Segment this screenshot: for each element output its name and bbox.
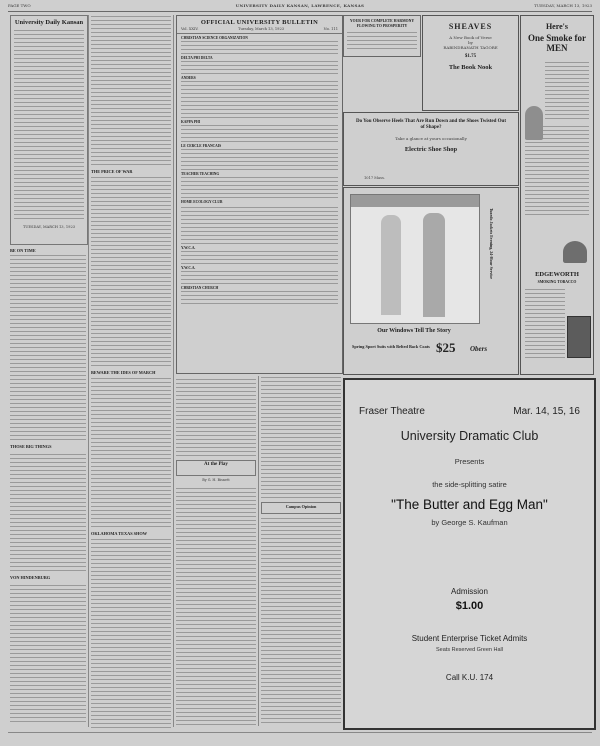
article-text	[91, 176, 171, 366]
clothing-ad	[343, 187, 519, 375]
bulletin-date: Tuesday, March 13, 1923	[238, 27, 285, 31]
theatre-ad	[343, 378, 596, 730]
bulletin-item-text	[181, 204, 338, 244]
editorial-heading: BE ON TIME	[10, 248, 36, 253]
bulletin-item-text	[181, 60, 338, 74]
shoe-shop-name: Electric Shoe Shop	[404, 146, 458, 153]
admission-price: $1.00	[455, 600, 484, 612]
presents-label: Presents	[454, 457, 485, 466]
bulletin-item-heading: CHRISTIAN CHURCH	[181, 286, 219, 290]
editorial-text	[10, 451, 86, 571]
sheaves-ad	[422, 15, 519, 111]
bulletin-item-text	[181, 124, 338, 142]
windows-caption: Our Windows Tell The Story	[377, 328, 451, 334]
bulletin-item-heading: CHRISTIAN SCIENCE ORGANIZATION	[181, 36, 248, 40]
editorial-text	[10, 255, 86, 440]
at-the-play-title: At the Play	[204, 462, 228, 467]
shoe-shop-ad	[343, 112, 519, 186]
article-heading: OKLAHOMA TEXAS SHOW	[91, 531, 148, 536]
figure-shape	[381, 215, 401, 315]
edgeworth-top: Here's	[545, 22, 569, 31]
suit-price: $25	[436, 340, 456, 355]
masthead-box	[10, 15, 88, 245]
sheaves-title: SHEAVES	[448, 22, 493, 31]
article-text	[91, 538, 171, 728]
bulletin-item-text	[181, 40, 338, 54]
bulletin-item-text	[181, 148, 338, 170]
sheaves-sub: A New Book of Verse	[449, 35, 492, 40]
bulletin-no: No. 111	[323, 27, 338, 31]
article-text	[91, 377, 171, 527]
smoker-illustration	[563, 241, 587, 263]
shoe-sub: Take a glance at yours occasionally	[395, 136, 467, 141]
edgeworth-sub: SMOKING TOBACCO	[537, 280, 577, 284]
edgeworth-copy	[525, 288, 565, 358]
article-text	[176, 376, 256, 456]
paper-title: UNIVERSITY DAILY KANSAN, LAWRENCE, KANSAS	[235, 3, 365, 8]
window-illustration	[350, 194, 480, 324]
bulletin-item-heading: KAPPA PHI	[181, 120, 201, 124]
campus-opinion-title: Campus Opinion	[285, 504, 317, 509]
column-divider	[173, 15, 174, 727]
bulletin-items	[177, 34, 342, 306]
admission-label: Admission	[451, 587, 488, 596]
shoe-shop-address: 1017 Mass.	[364, 176, 385, 180]
edgeworth-headline: One Smoke for MEN	[528, 33, 586, 53]
editorial-column	[10, 248, 86, 728]
ticket-line: Student Enterprise Ticket Admits	[411, 634, 528, 643]
book-nook-name: The Book Nook	[448, 64, 493, 71]
bulletin-item-text	[181, 290, 338, 304]
bulletin-item-text	[181, 250, 338, 264]
store-strip-detail	[347, 31, 417, 49]
phone-line: Call K.U. 174	[445, 673, 494, 682]
campus-opinion-column	[261, 376, 341, 726]
play-review-column	[176, 376, 256, 726]
club-name: University Dramatic Club	[400, 429, 539, 443]
column-two	[91, 15, 171, 727]
satire-label: the side-splitting satire	[432, 480, 507, 489]
bulletin-item-text	[181, 270, 338, 284]
shoe-headline: Do You Observe Heels That Are Run Down and the Shoes Twisted Out of Shape?	[355, 119, 507, 130]
bulletin-title: OFFICIAL UNIVERSITY BULLETIN	[200, 19, 319, 26]
staff-list	[14, 29, 84, 219]
article-heading: BEWARE THE IDES OF MARCH	[91, 370, 156, 375]
at-the-play-author: By G. H. Bisnett	[202, 478, 230, 482]
bulletin-item-heading: ANDERS	[181, 76, 196, 80]
tobacco-tin-illustration	[567, 316, 591, 358]
article-text	[91, 15, 171, 165]
header-date: TUESDAY, MARCH 13, 1923	[534, 3, 592, 8]
seats-line: Seats Reserved Green Hall	[436, 647, 503, 653]
tuxedo-side-text: Tuxedo Jackets Evening, 24-Hour Service	[489, 208, 494, 280]
edgeworth-brand: EDGEWORTH	[535, 271, 579, 278]
editorial-text	[10, 582, 86, 722]
portrait-illustration	[525, 106, 543, 140]
header-rule	[8, 11, 592, 12]
playwright: by George S. Kaufman	[431, 518, 508, 527]
bulletin-item-heading: Y.W.C.A.	[181, 246, 196, 250]
article-text	[261, 376, 341, 498]
edgeworth-copy	[545, 59, 589, 119]
masthead-date: TUESDAY, MARCH 13, 1923	[22, 225, 76, 229]
sheaves-price: $1.75	[464, 54, 477, 59]
bulletin-item-heading: Y.W.C.A.	[181, 266, 196, 270]
at-the-play-box	[176, 460, 256, 476]
official-bulletin	[176, 15, 343, 374]
editorial-heading: VON HINDENBURG	[10, 575, 51, 580]
awning-shape	[351, 195, 479, 207]
store-ad-strip	[343, 15, 421, 57]
column-divider	[258, 376, 259, 726]
bulletin-item-heading: TEACHER TEACHING	[181, 172, 220, 176]
bulletin-item-text	[181, 176, 338, 198]
campus-opinion-box	[261, 502, 341, 514]
show-dates: Mar. 14, 15, 16	[513, 406, 580, 417]
bulletin-item-heading: HOME ECOLOGY CLUB	[181, 200, 223, 204]
venue-name: Fraser Theatre	[359, 406, 425, 417]
suit-offer: Spring Sport Suits with Belted Back Coats	[352, 344, 430, 349]
bulletin-item-heading: DELTA PHI DELTA	[181, 56, 213, 60]
footer-rule	[8, 732, 592, 733]
theatre-top-line	[345, 406, 594, 417]
masthead-title: University Daily Kansan	[14, 19, 84, 26]
review-text	[176, 485, 256, 725]
bulletin-issue-line	[177, 26, 342, 34]
bulletin-item-heading: LE CERCLE FRANCAIS	[181, 144, 222, 148]
store-name: Obers	[470, 345, 488, 353]
column-divider	[88, 15, 89, 727]
opinion-text	[261, 517, 341, 723]
edgeworth-ad	[520, 15, 594, 375]
article-heading: THE PRICE OF WAR	[91, 169, 133, 174]
page-label: PAGE TWO	[8, 3, 31, 8]
sheaves-author: RABINDRANATH TAGORE	[443, 45, 498, 50]
figure-shape	[423, 213, 445, 317]
store-strip-text: YOUR FOR COMPLETE HARMONY FLOWING TO PROSPERITY	[349, 19, 415, 28]
bulletin-vol: Vol. XXIV.	[181, 27, 199, 31]
sheaves-by: by	[468, 40, 473, 45]
editorial-heading: THOSE BIG THINGS	[10, 444, 52, 449]
play-title: "The Butter and Egg Man"	[391, 497, 548, 512]
bulletin-item-text	[181, 80, 338, 118]
